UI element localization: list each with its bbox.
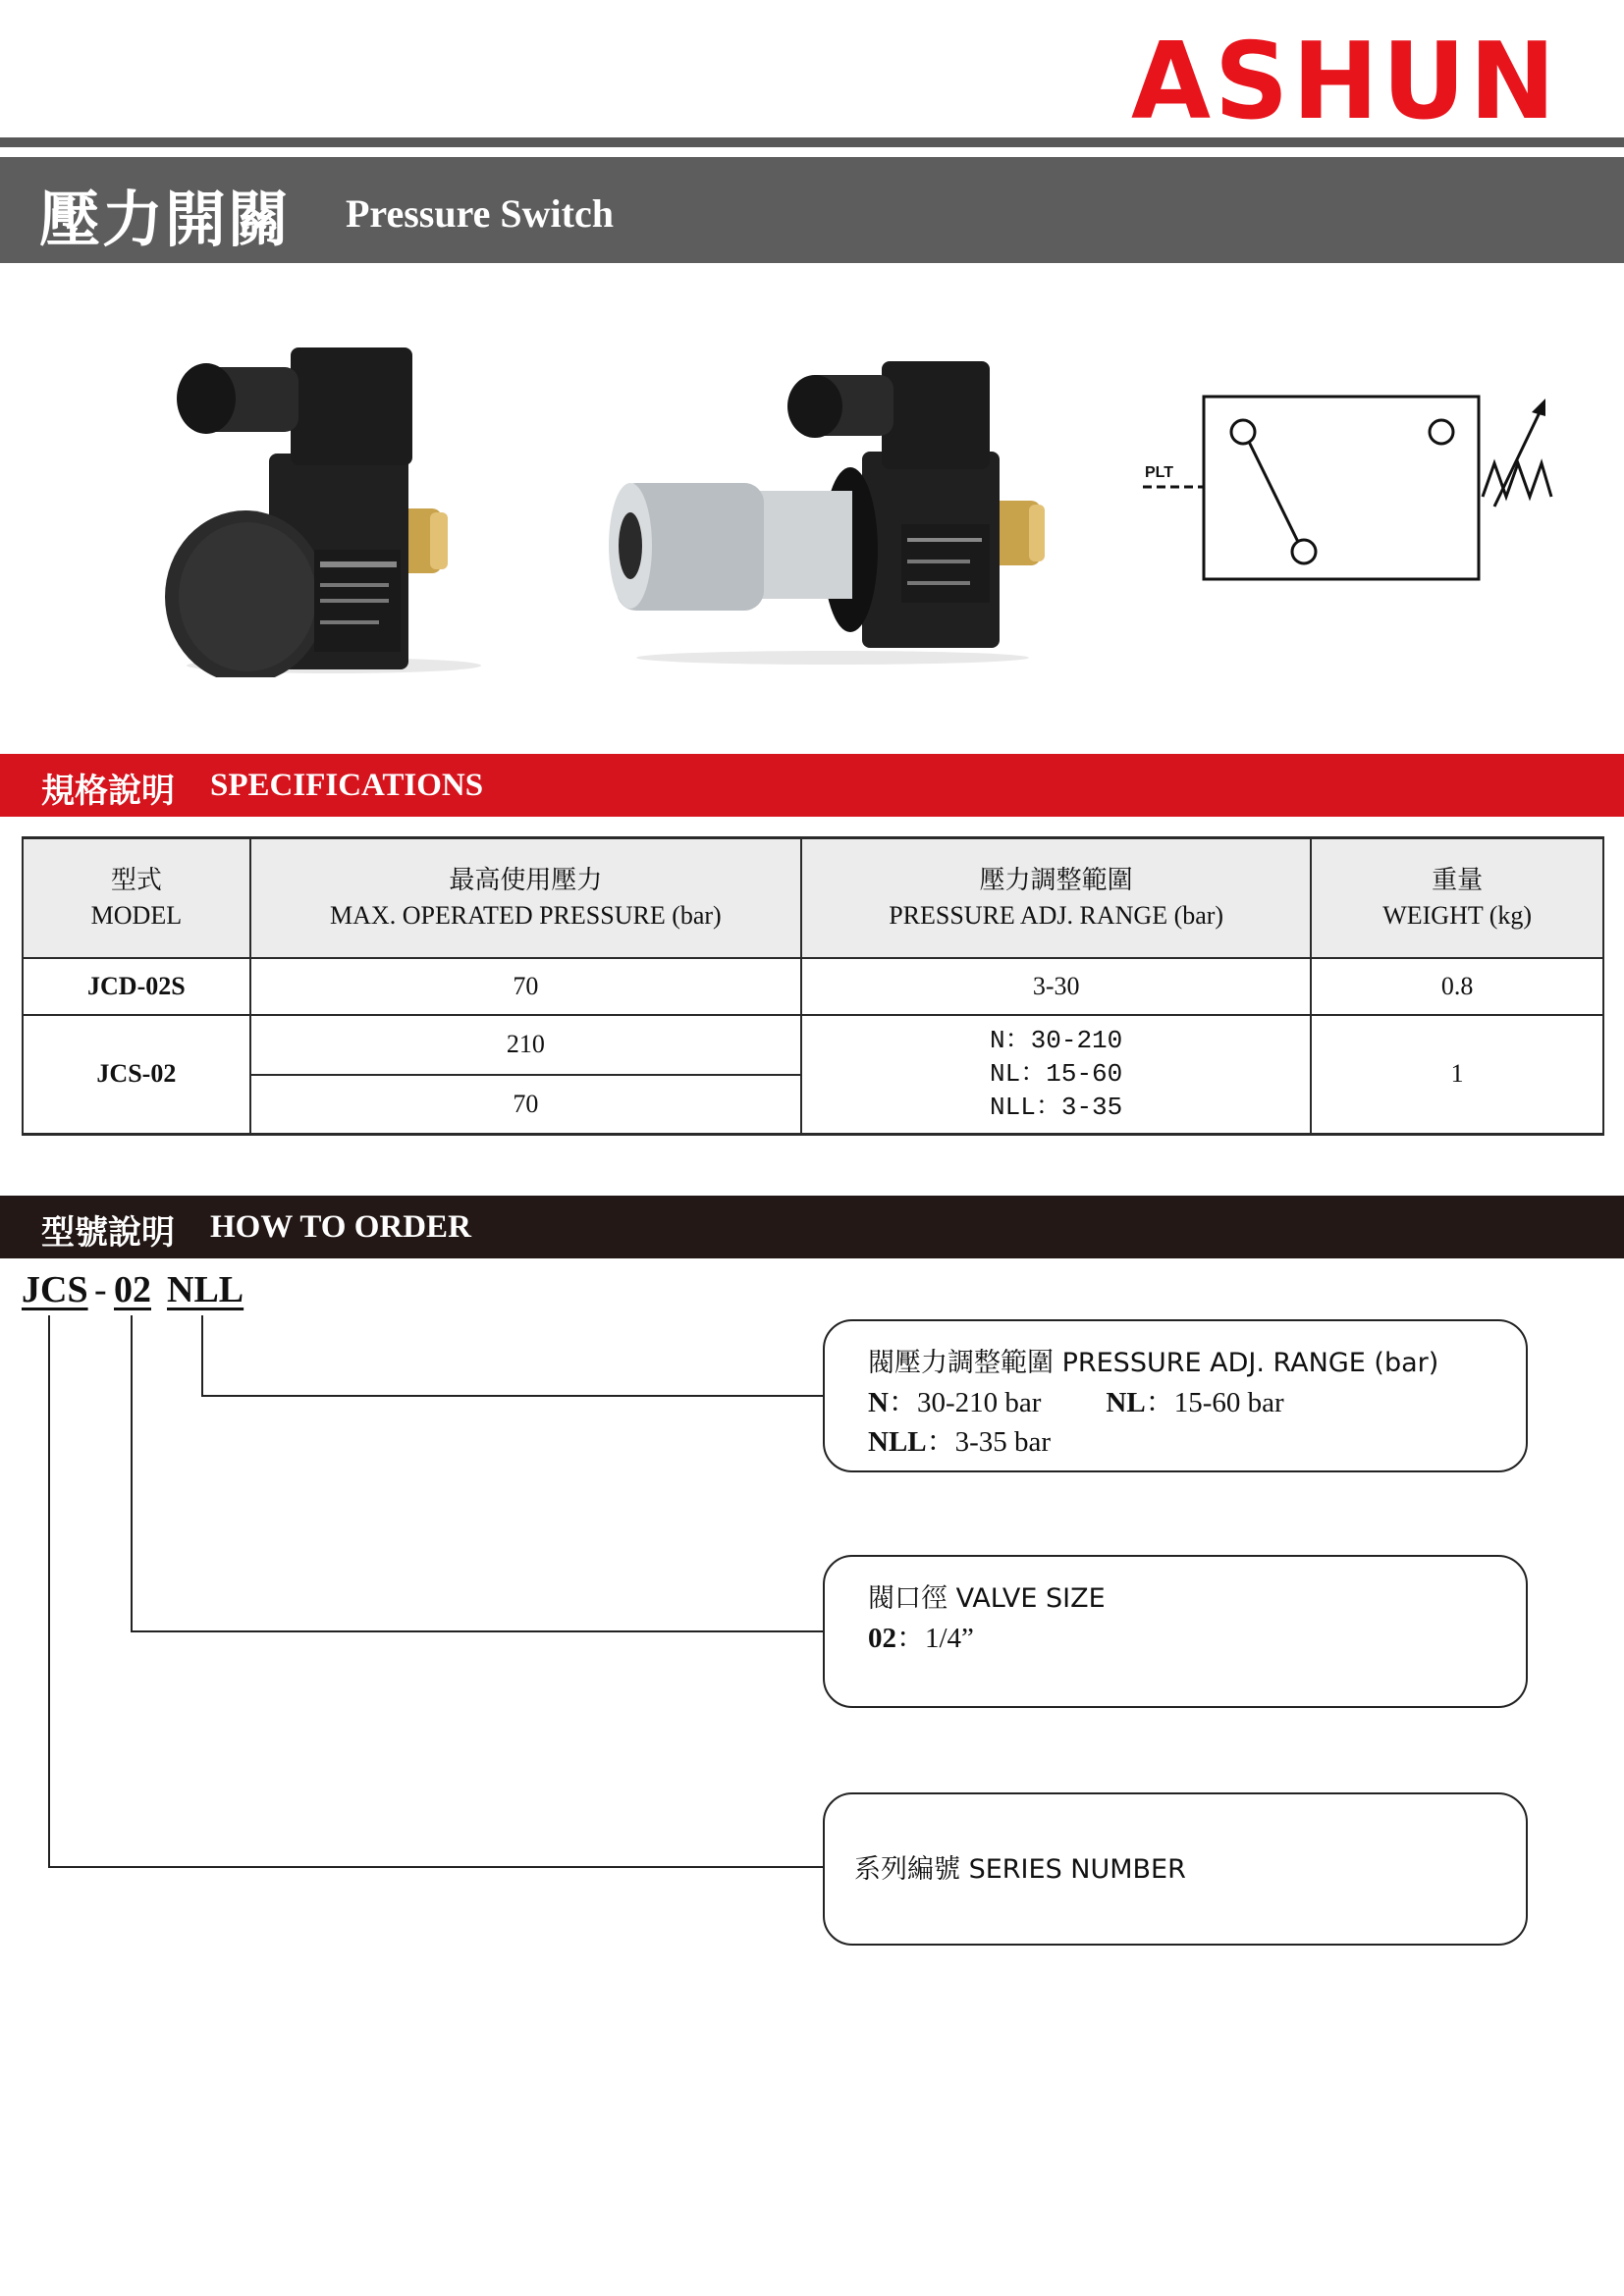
valve-size-value: 02：1/4”: [868, 1623, 974, 1654]
valve-size-box: [823, 1555, 1528, 1708]
product-photo-jcs: [597, 353, 1058, 667]
header-rule: [0, 137, 1624, 147]
valve-size-title: 閥口徑 VALVE SIZE: [868, 1583, 1106, 1614]
cell-model: JCS-02: [23, 1015, 250, 1135]
how-to-order-title-zh: 型號說明: [41, 1213, 175, 1253]
cell-model: JCD-02S: [23, 958, 250, 1015]
range-nll: NLL：3-35: [990, 1093, 1123, 1123]
code-range: NLL: [167, 1269, 244, 1310]
title-bar: [0, 157, 1624, 263]
order-connector-lines: [0, 1306, 884, 1895]
cell-adj-range: [801, 1015, 1311, 1135]
cell-max-pressure: 210: [250, 1015, 801, 1075]
ashun-logo: [1131, 37, 1563, 126]
header-max-pressure: 最高使用壓力 MAX. OPERATED PRESSURE (bar): [250, 838, 801, 958]
range-box-title: 閥壓力調整範圍 PRESSURE ADJ. RANGE (bar): [868, 1348, 1439, 1378]
header-weight: 重量 WEIGHT (kg): [1311, 838, 1603, 958]
table-row: [23, 1015, 1603, 1075]
cell-adj-range: 3-30: [801, 958, 1311, 1015]
logo-text: ASHUN: [1131, 37, 1559, 126]
specifications-title-zh: 規格說明: [41, 772, 175, 811]
range-option-box: [823, 1319, 1528, 1472]
specifications-section-header: [0, 754, 1624, 817]
series-number-box: [823, 1792, 1528, 1946]
table-row: [23, 958, 1603, 1015]
cell-weight: 0.8: [1311, 958, 1603, 1015]
specifications-title-en: SPECIFICATIONS: [210, 768, 484, 803]
range-n: N：30-210: [990, 1026, 1123, 1056]
product-photo-jcd: [157, 344, 511, 677]
how-to-order-section-header: [0, 1196, 1624, 1258]
plt-port-label: PLT: [1145, 464, 1174, 481]
cell-max-pressure: 70: [250, 1075, 801, 1135]
page-title-zh: 壓力開關: [39, 184, 292, 255]
series-number-title: 系列編號 SERIES NUMBER: [854, 1853, 1186, 1885]
header-adj-range: 壓力調整範圍 PRESSURE ADJ. RANGE (bar): [801, 838, 1311, 958]
page-title-en: Pressure Switch: [346, 191, 614, 236]
range-box-n-nl: N：30-210 bar NL：15-60 bar: [868, 1387, 1284, 1418]
specifications-table: [22, 836, 1604, 1136]
code-separator: -: [94, 1269, 107, 1310]
code-size: 02: [114, 1269, 151, 1310]
range-box-nll: NLL：3-35 bar: [868, 1426, 1052, 1458]
range-nl: NL：15-60: [990, 1059, 1123, 1090]
code-series: JCS: [22, 1269, 88, 1310]
how-to-order-title-en: HOW TO ORDER: [210, 1209, 471, 1245]
cell-max-pressure: 70: [250, 958, 801, 1015]
cell-weight: 1: [1311, 1015, 1603, 1135]
table-header-row: [23, 838, 1603, 958]
header-model: 型式 MODEL: [23, 838, 250, 958]
pressure-switch-symbol: [1129, 381, 1561, 597]
